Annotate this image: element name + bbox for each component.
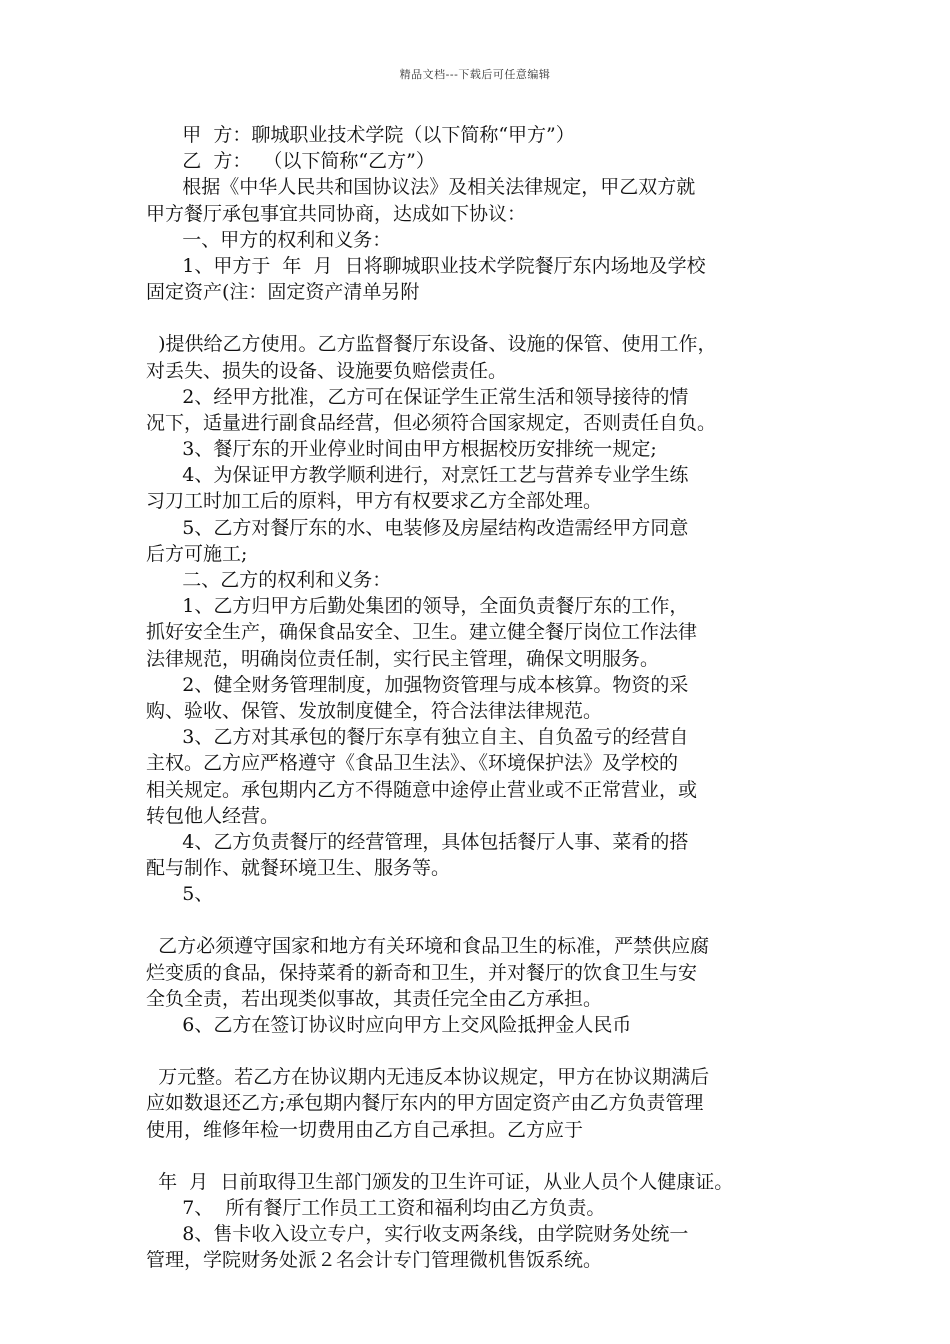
clause-line: 使用，维修年检一切费用由乙方自己承担。乙方应于 (146, 1118, 584, 1141)
clause-line: 5、 (146, 883, 214, 906)
clause-line: 法律规范，明确岗位责任制，实行民主管理，确保文明服务。 (146, 647, 660, 670)
blank-gap (146, 1143, 814, 1169)
document-header-note: 精品文档---下载后可任意编辑 (399, 68, 551, 81)
clause-line: 6、乙方在签订协议时应向甲方上交风险抵押金人民币 (146, 1014, 632, 1036)
party-a-line: 甲 方：聊城职业技术学院（以下简称“甲方”） (146, 124, 575, 146)
clause-line: 对丢失、损失的设备、设施要负赔偿责任。 (146, 359, 508, 382)
clause-line: 购、验收、保管、发放制度健全，符合法律法律规范。 (146, 699, 603, 722)
clause-line: 况下，适量进行副食品经营，但必须符合国家规定，否则责任自负。 (146, 411, 717, 434)
clause-line: 1、乙方归甲方后勤处集团的领导，全面负责餐厅东的工作， (146, 595, 689, 618)
clause-line: 固定资产(注：固定资产清单另附 (146, 281, 420, 304)
blank-gap (146, 907, 814, 933)
clause-line: 年 月 日前取得卫生部门颁发的卫生许可证，从业人员个人健康证。 (146, 1170, 734, 1193)
clause-line: 8、售卡收入设立专户，实行收支两条线，由学院财务处统一 (146, 1223, 689, 1246)
clause-line: 烂变质的食品，保持菜肴的新奇和卫生，并对餐厅的饮食卫生与安 (146, 961, 698, 984)
blank-gap (146, 305, 814, 331)
clause-line: 管理，学院财务处派２名会计专门管理微机售饭系统。 (146, 1249, 603, 1272)
clause-line: 5、乙方对餐厅东的水、电装修及房屋结构改造需经甲方同意 (146, 516, 689, 539)
section-heading-party-a: 一、甲方的权利和义务： (146, 228, 392, 251)
clause-line: 乙方必须遵守国家和地方有关环境和食品卫生的标准，严禁供应腐 (146, 935, 710, 958)
clause-line: 习刀工时加工后的原料，甲方有权要求乙方全部处理。 (146, 490, 603, 513)
clause-line: 配与制作、就餐环境卫生、服务等。 (146, 857, 451, 880)
clause-line: 万元整。若乙方在协议期内无违反本协议规定，甲方在协议期满后 (146, 1066, 710, 1089)
clause-line: 4、为保证甲方教学顺利进行，对烹饪工艺与营养专业学生练 (146, 464, 689, 487)
agreement-body (146, 122, 814, 1274)
clause-line: 后方可施工; (146, 542, 248, 565)
clause-line: 相关规定。承包期内乙方不得随意中途停止营业或不正常营业，或 (146, 778, 698, 801)
blank-gap (146, 1038, 814, 1064)
clause-line: 7、 所有餐厅工作员工工资和福利均由乙方负责。 (146, 1196, 606, 1219)
clause-line: 应如数退还乙方;承包期内餐厅东内的甲方固定资产由乙方负责管理 (146, 1092, 704, 1115)
clause-line: 主权。乙方应严格遵守《食品卫生法》、《环境保护法》及学校的 (146, 752, 679, 775)
clause-line: )提供给乙方使用。乙方监督餐厅东设备、设施的保管、使用工作， (146, 333, 717, 356)
clause-line: 2、健全财务管理制度，加强物资管理与成本核算。物资的采 (146, 673, 689, 696)
section-heading-party-b: 二、乙方的权利和义务： (146, 569, 392, 591)
party-b-line: 乙 方： （以下简称“乙方”） (146, 150, 435, 173)
clause-line: 转包他人经营。 (146, 804, 280, 827)
clause-line: 3、乙方对其承包的餐厅东享有独立自主、自负盈亏的经营自 (146, 726, 689, 749)
clause-line: 抓好安全生产，确保食品安全、卫生。建立健全餐厅岗位工作法律 (146, 621, 698, 644)
preamble-line: 根据《中华人民共和国协议法》及相关法律规定，甲乙双方就 (146, 176, 696, 199)
preamble-line: 甲方餐厅承包事宜共同协商，达成如下协议： (146, 202, 527, 225)
clause-line: 3、餐厅东的开业停业时间由甲方根据校历安排统一规定; (146, 438, 657, 461)
clause-line: 2、经甲方批准，乙方可在保证学生正常生活和领导接待的情 (146, 385, 689, 408)
clause-line: 全负全责，若出现类似事故，其责任完全由乙方承担。 (146, 987, 603, 1010)
clause-line: 4、乙方负责餐厅的经营管理，具体包括餐厅人事、菜肴的搭 (146, 830, 689, 853)
clause-line: 1、甲方于 年 月 日将聊城职业技术学院餐厅东内场地及学校 (146, 254, 706, 277)
